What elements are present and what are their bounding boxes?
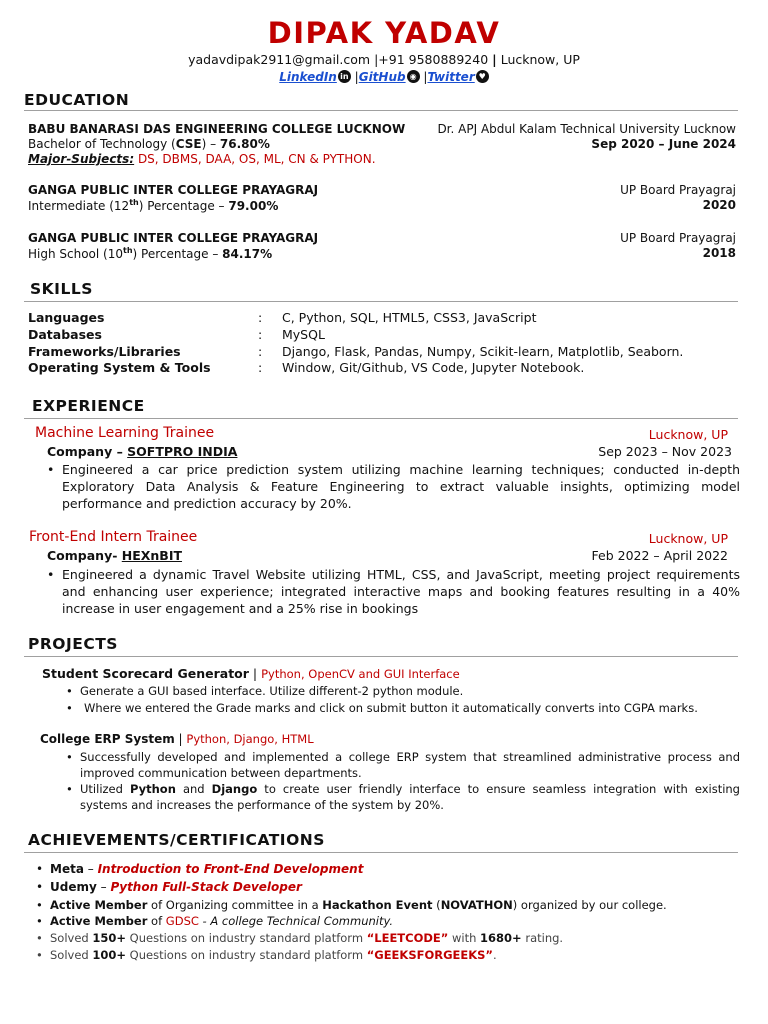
skill-label: Frameworks/Libraries xyxy=(28,344,181,359)
achievement-item: • Udemy – Python Full-Stack Developer xyxy=(36,880,302,894)
project-bullet: Utilized Python and Django to create user friendly interface to ensure seamless integration with existing systems and increases the performance of the system by 20%. xyxy=(80,782,740,812)
bullet-dot: • xyxy=(66,750,73,764)
achievement-item: • Active Member of Organizing committee in a Hackathon Event (NOVATHON) organized by our college. xyxy=(36,898,667,912)
edu-dates: 2020 xyxy=(702,198,736,212)
skill-colon: : xyxy=(258,327,263,342)
projects-heading: PROJECTS xyxy=(28,635,118,653)
job-role: Front-End Intern Trainee xyxy=(29,529,198,545)
bullet-dot: • xyxy=(47,462,55,477)
location: Lucknow, UP xyxy=(500,52,580,67)
edu-board: UP Board Prayagraj xyxy=(620,183,736,197)
project-title: Student Scorecard Generator | Python, OpenCV and GUI Interface xyxy=(42,666,460,681)
skill-label: Operating System & Tools xyxy=(28,360,211,375)
edu-board: Dr. APJ Abdul Kalam Technical University Lucknow xyxy=(437,122,736,136)
edu-dates: 2018 xyxy=(702,246,736,260)
job-location: Lucknow, UP xyxy=(648,531,728,546)
edu-2-degree xyxy=(28,198,736,213)
skills-divider xyxy=(24,301,738,302)
skills-heading: SKILLS xyxy=(30,280,93,298)
skill-value: Window, Git/Github, VS Code, Jupyter Notebook. xyxy=(282,360,585,375)
subjects-label: Major-Subjects: xyxy=(28,152,135,166)
skill-value: Django, Flask, Pandas, Numpy, Scikit-learn, Matplotlib, Seaborn. xyxy=(282,344,684,359)
edu-2-header xyxy=(28,183,736,197)
edu-dates: Sep 2020 – June 2024 xyxy=(591,137,736,151)
job-dates: Feb 2022 – April 2022 xyxy=(591,548,728,563)
project-bullet: Successfully developed and implemented a college ERP system that streamlined administrative process and improved communication between departments. xyxy=(80,750,740,780)
github-link[interactable]: GitHub xyxy=(358,70,406,84)
github-icon: ◉ xyxy=(407,70,420,83)
edu-1-header xyxy=(28,122,736,136)
job-bullet: Engineered a dynamic Travel Website utilizing HTML, CSS, and JavaScript, meeting project requirements and enhancing user experience; integrated interactive maps and booking features resulting in a 40% increase in user engagement and a 25% rise in bookings xyxy=(62,567,740,616)
email[interactable]: yadavdipak2911@gmail.com xyxy=(188,52,371,67)
achievements-heading: ACHIEVEMENTS/CERTIFICATIONS xyxy=(28,831,325,849)
job-role: Machine Learning Trainee xyxy=(35,425,215,441)
social-links: LinkedIn in |GitHub ◉ |Twitter ♥ xyxy=(0,70,768,84)
edu-3-degree xyxy=(28,246,736,261)
bullet-dot: • xyxy=(66,782,73,796)
edu-1-degree xyxy=(28,137,736,151)
edu-3-header xyxy=(28,231,736,245)
education-divider xyxy=(24,110,738,111)
achievement-item: • Solved 100+ Questions on industry standard platform “GEEKSFORGEEKS”. xyxy=(36,948,497,962)
candidate-name: DIPAK YADAV xyxy=(267,16,501,50)
edu-degree: High School (10th) Percentage – 84.17% xyxy=(28,246,273,261)
subjects-list: DS, DBMS, DAA, OS, ML, CN & PYTHON. xyxy=(134,152,376,166)
project-bullet: • Generate a GUI based interface. Utilize different-2 python module. xyxy=(66,684,464,698)
edu-degree: Intermediate (12th) Percentage – 79.00% xyxy=(28,198,279,213)
bullet-dot: • xyxy=(47,567,55,582)
edu-degree: Bachelor of Technology (CSE) – 76.80% xyxy=(28,137,270,151)
skill-label: Languages xyxy=(28,310,105,325)
projects-divider xyxy=(24,656,738,657)
linkedin-icon: in xyxy=(338,70,351,83)
experience-heading: EXPERIENCE xyxy=(32,397,145,415)
skill-value: C, Python, SQL, HTML5, CSS3, JavaScript xyxy=(282,310,537,325)
education-heading: EDUCATION xyxy=(24,91,130,109)
edu-school: GANGA PUBLIC INTER COLLEGE PRAYAGRAJ xyxy=(28,183,319,197)
project-bullet: • Where we entered the Grade marks and click on submit button it automatically converts into CGPA marks. xyxy=(66,701,698,715)
skill-colon: : xyxy=(258,310,263,325)
edu-1-subjects xyxy=(28,152,736,166)
experience-divider xyxy=(24,418,738,419)
job-dates: Sep 2023 – Nov 2023 xyxy=(598,444,732,459)
skill-colon: : xyxy=(258,344,263,359)
linkedin-link[interactable]: LinkedIn xyxy=(279,70,337,84)
job-bullet: Engineered a car price prediction system utilizing machine learning techniques; conducted in-depth Exploratory Data Analysis & Feature Engineering to extract valuable insights, optimizing model performance and prediction accuracy by 20%. xyxy=(62,462,740,511)
skill-value: MySQL xyxy=(282,327,325,342)
job-company: Company- HEXnBIT xyxy=(47,548,183,563)
skill-colon: : xyxy=(258,360,263,375)
edu-school: BABU BANARASI DAS ENGINEERING COLLEGE LUCKNOW xyxy=(28,122,406,136)
phone: |+91 9580889240 xyxy=(374,52,489,67)
twitter-icon: ♥ xyxy=(476,70,489,83)
contact-line: yadavdipak2911@gmail.com |+91 9580889240 | Lucknow, UP xyxy=(188,52,580,67)
job-location: Lucknow, UP xyxy=(648,427,728,442)
skill-label: Databases xyxy=(28,327,102,342)
project-title: College ERP System | Python, Django, HTML xyxy=(40,732,314,746)
achievement-item: • Active Member of GDSC - A college Technical Community. xyxy=(36,914,394,928)
twitter-link[interactable]: Twitter xyxy=(427,70,475,84)
achievement-item: • Meta – Introduction to Front-End Development xyxy=(36,862,364,876)
achievement-item: • Solved 150+ Questions on industry standard platform “LEETCODE” with 1680+ rating. xyxy=(36,931,564,945)
job-company: Company – SOFTPRO INDIA xyxy=(47,444,238,459)
edu-board: UP Board Prayagraj xyxy=(620,231,736,245)
edu-school: GANGA PUBLIC INTER COLLEGE PRAYAGRAJ xyxy=(28,231,319,245)
achievements-divider xyxy=(24,852,738,853)
